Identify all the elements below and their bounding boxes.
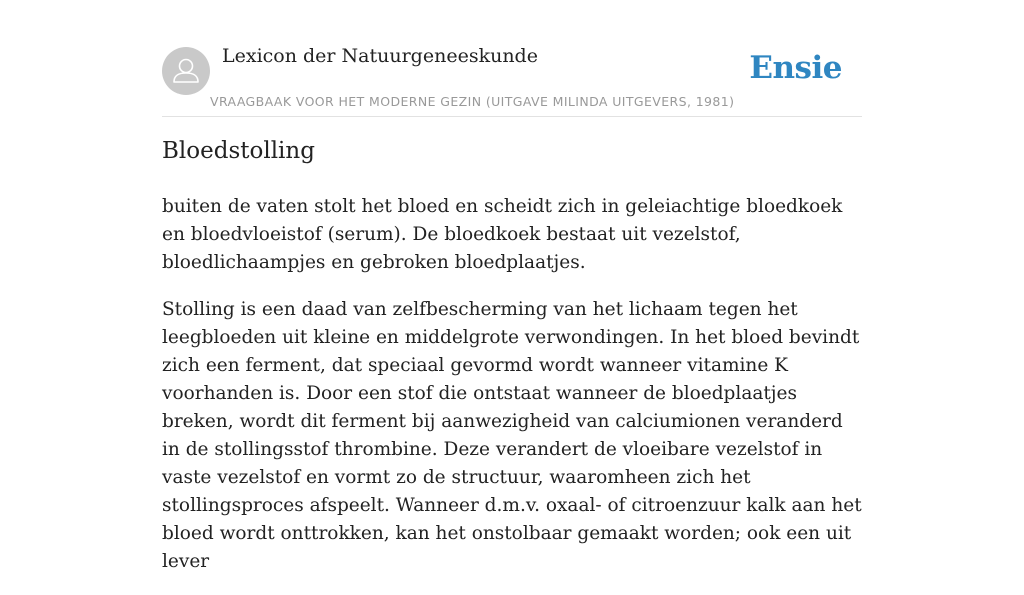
page-wrapper: [162, 0, 862, 572]
lexicon-header: [162, 0, 862, 117]
article-title: Bloedstolling: [162, 138, 315, 164]
avatar[interactable]: [162, 47, 210, 95]
article-paragraph: Stolling is een daad van zelfbescherming van het lichaam tegen het leegbloeden uit kleine en middelgrote verwondingen. In het bloed bevindt zich een ferment, dat speciaal gevormd wordt wanneer vitamine K voorhanden is. Door een stof die ontstaat wanneer de bloedplaatjes breken, wordt dit ferment bij aanwezigheid van calciumionen veranderd in de stollingsstof thrombine. Deze verandert de vloeibare vezelstof in vaste vezelstof en vormt zo de structuur, waaromheen zich het stollingsproces afspeelt. Wanneer d.m.v. oxaal- of citroenzuur kalk aan het bloed wordt onttrokken, kan het onstolbaar gemaakt worden; ook een uit lever: [162, 299, 862, 572]
article-paragraph: buiten de vaten stolt het bloed en scheidt zich in geleiachtige bloedkoek en bloedvloeistof (serum). De bloedkoek bestaat uit vezelstof, bloedlichaampjes en gebroken bloedplaatjes.: [162, 196, 843, 273]
lexicon-title[interactable]: Lexicon der Natuurgeneeskunde: [222, 45, 538, 67]
ensie-logo[interactable]: Ensie: [749, 50, 842, 86]
lexicon-subtitle: VRAAGBAAK VOOR HET MODERNE GEZIN (UITGAVE MILINDA UITGEVERS, 1981): [210, 94, 735, 109]
user-icon: [162, 47, 210, 95]
article-body: [162, 193, 862, 595]
